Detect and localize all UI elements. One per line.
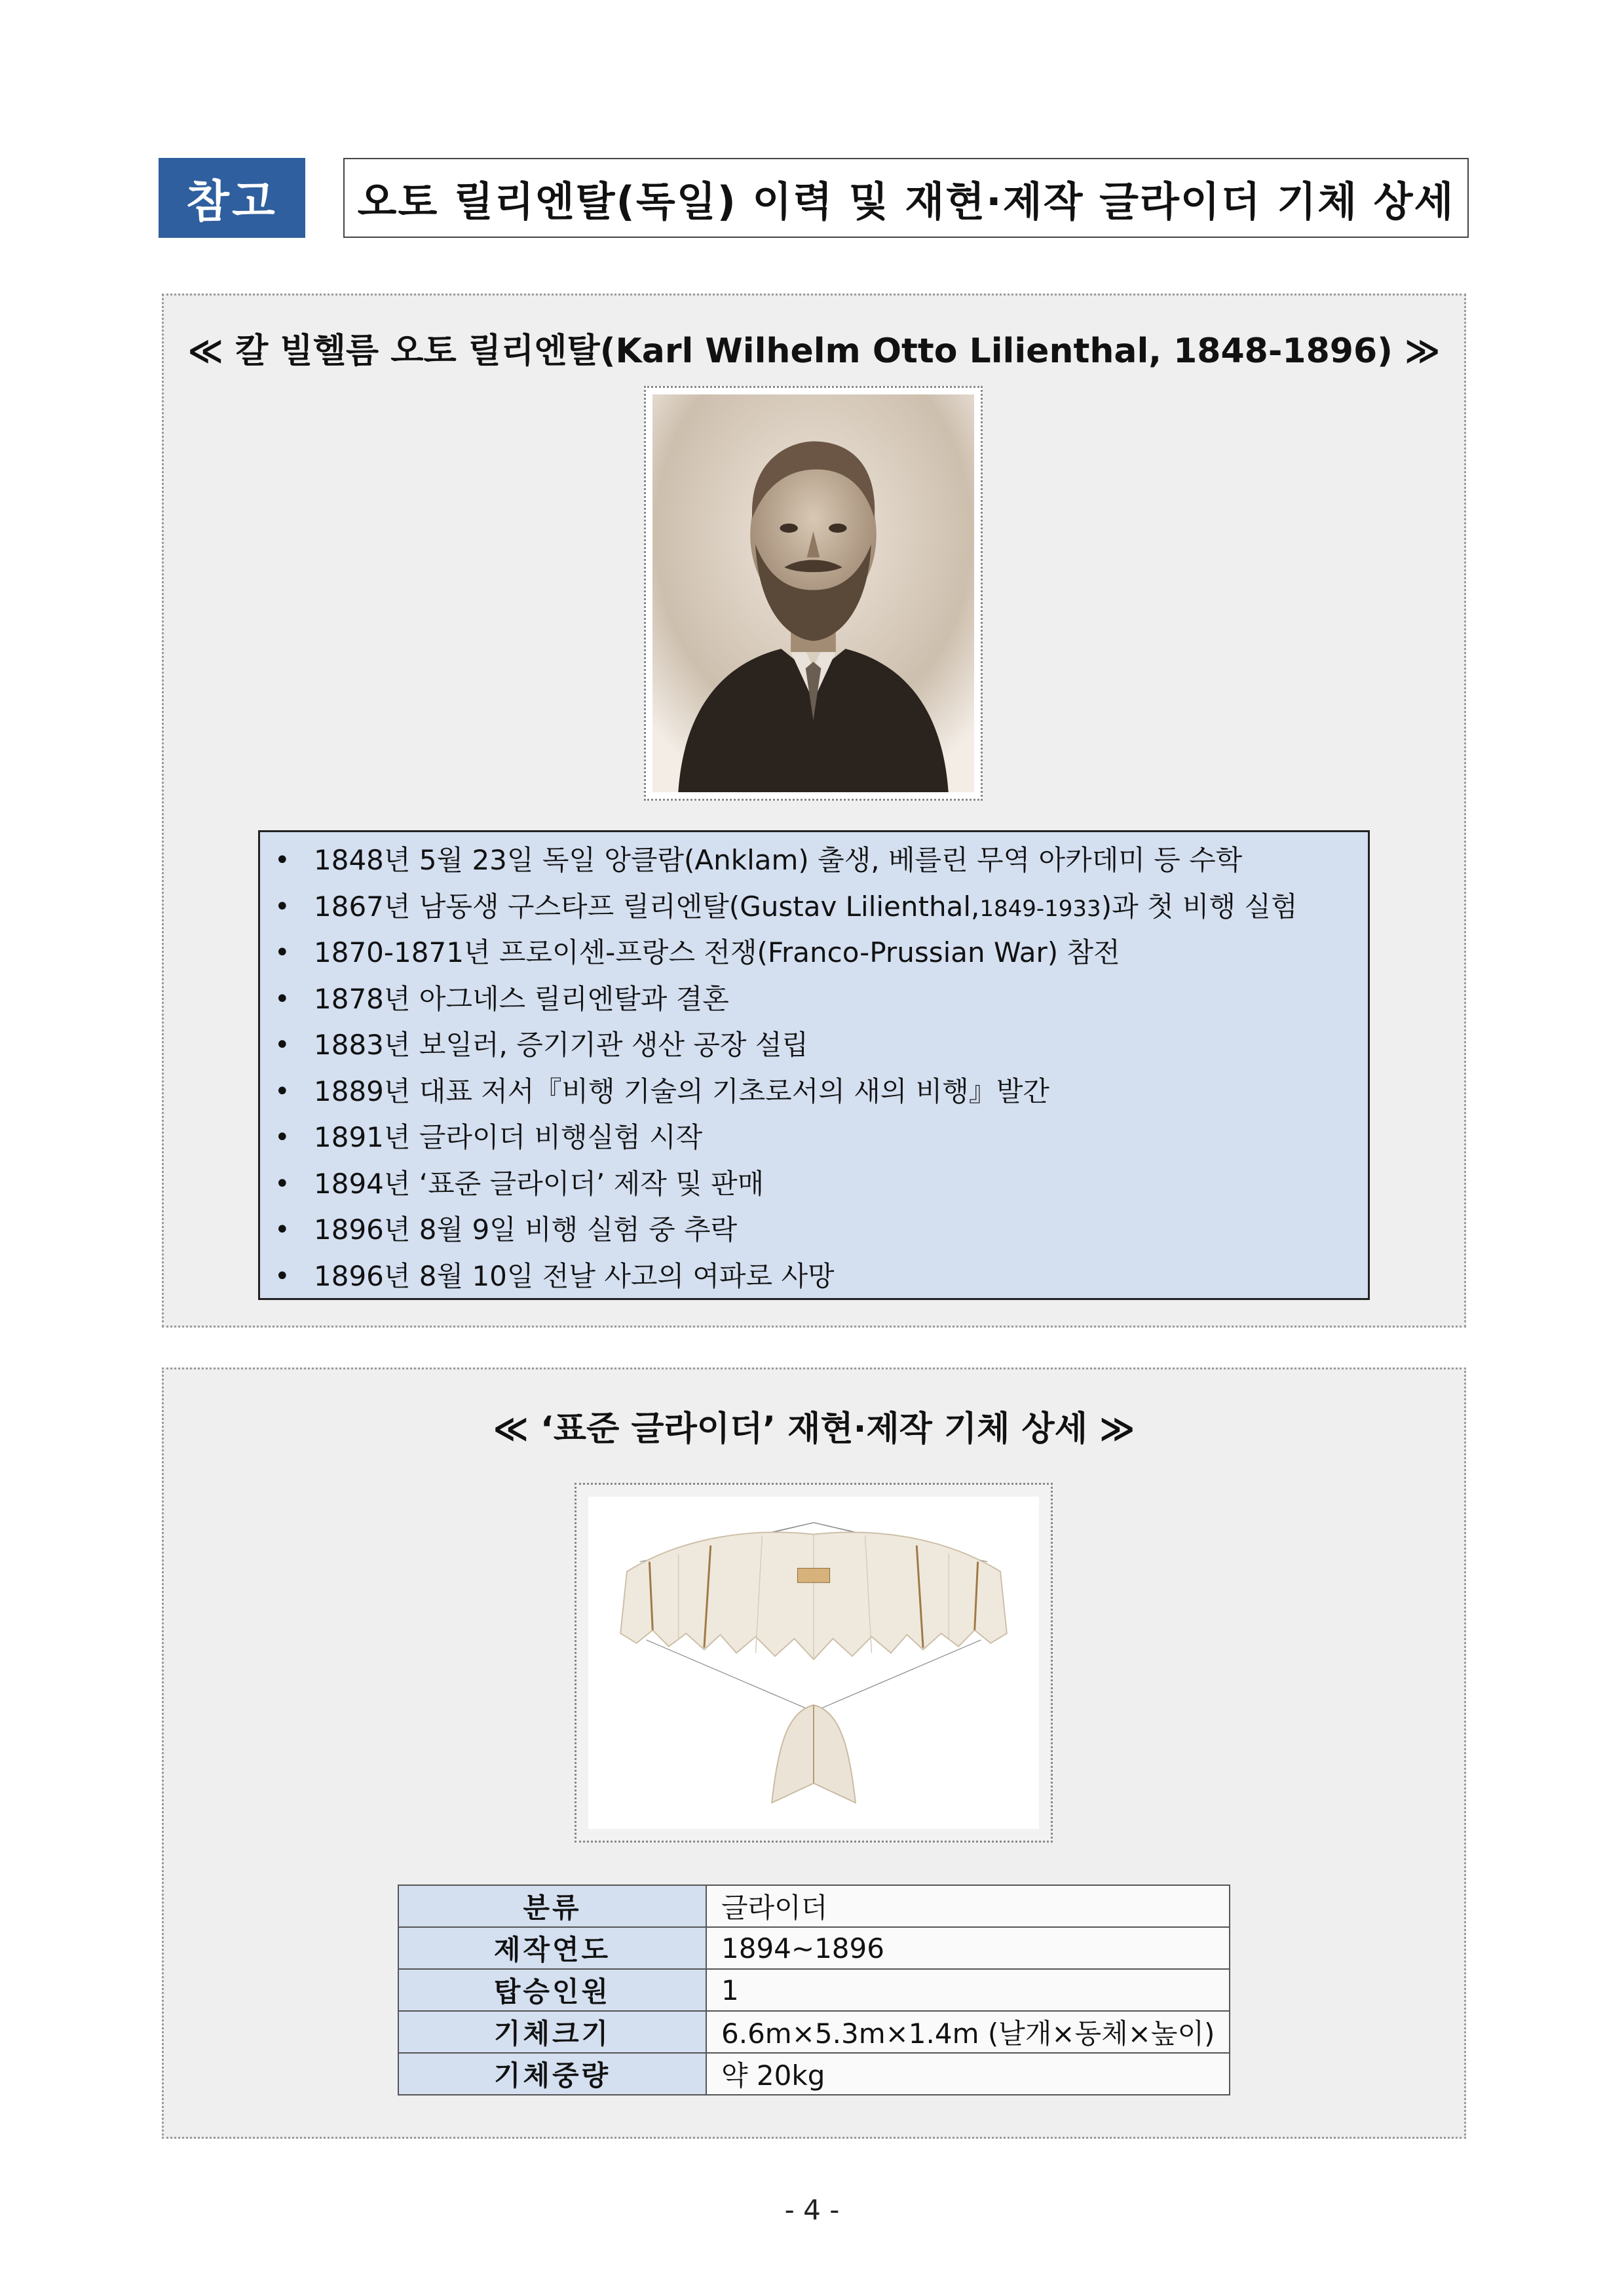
list-item	[260, 1069, 1368, 1115]
list-item	[260, 930, 1368, 976]
portrait-photo	[652, 394, 974, 792]
list-item-text: 1870-1871년 프로이센-프랑스 전쟁(Franco-Prussian War) 참전	[314, 936, 1120, 968]
list-item	[260, 884, 1368, 930]
lilienthal-portrait	[644, 386, 983, 801]
bullet-icon: •	[274, 1122, 290, 1153]
table-row	[398, 1969, 1230, 2011]
bullet-icon: •	[274, 1168, 290, 1199]
spec-value: 약 20kg	[706, 2053, 1230, 2095]
spec-label: 제작연도	[398, 1927, 706, 1969]
list-item-years: 1849-1933	[979, 895, 1101, 922]
bullet-icon: •	[274, 1076, 290, 1107]
reference-label: 참고	[159, 158, 305, 238]
bullet-icon: •	[274, 984, 290, 1014]
spec-label: 기체크기	[398, 2011, 706, 2053]
list-item-text: 1894년 ‘표준 글라이더’ 제작 및 판매	[314, 1167, 765, 1200]
spec-value: 1	[706, 1969, 1230, 2011]
glider-spec-table	[398, 1885, 1230, 2095]
bullet-icon: •	[274, 845, 290, 875]
list-item-text: 1889년 대표 저서『비행 기술의 기초로서의 새의 비행』발간	[314, 1075, 1050, 1107]
table-row	[398, 2011, 1230, 2053]
bullet-icon: •	[274, 938, 290, 968]
list-item-text: 1891년 글라이더 비행실험 시작	[314, 1121, 703, 1153]
list-item-text: 1896년 8월 9일 비행 실험 중 추락	[314, 1214, 738, 1246]
glider-photo	[588, 1497, 1039, 1829]
bullet-icon: •	[274, 1261, 290, 1292]
spec-value: 글라이더	[706, 1885, 1230, 1927]
biography-title: ≪ 칼 빌헬름 오토 릴리엔탈(Karl Wilhelm Otto Lilienthal, 1848-1896) ≫	[187, 332, 1441, 371]
bullet-icon: •	[274, 891, 290, 922]
glider-photo-frame	[575, 1483, 1053, 1843]
bullet-icon: •	[274, 1030, 290, 1060]
list-item	[260, 1253, 1368, 1300]
spec-label: 탑승인원	[398, 1969, 706, 2011]
list-item	[260, 1115, 1368, 1161]
page-number: - 4 -	[784, 2194, 840, 2226]
list-item-text: 1867년 남동생 구스타프 릴리엔탈(Gustav Lilienthal,	[314, 890, 980, 923]
list-item-text: 1848년 5월 23일 독일 앙클람(Anklam) 출생, 베를린 무역 아카데미 등 수학	[314, 844, 1243, 876]
list-item	[260, 837, 1368, 884]
table-row	[398, 2053, 1230, 2095]
list-item-text: 1878년 아그네스 릴리엔탈과 결혼	[314, 982, 729, 1015]
list-item	[260, 1207, 1368, 1253]
bullet-icon: •	[274, 1215, 290, 1245]
page-title: 오토 릴리엔탈(독일) 이력 및 재현·제작 글라이더 기체 상세	[343, 158, 1469, 238]
spec-value: 1894~1896	[706, 1927, 1230, 1969]
list-item	[260, 1161, 1368, 1208]
list-item-text: 1883년 보일러, 증기기관 생산 공장 설립	[314, 1029, 808, 1061]
table-row	[398, 1927, 1230, 1969]
biography-list	[258, 830, 1370, 1300]
table-row	[398, 1885, 1230, 1927]
spec-label: 분류	[398, 1885, 706, 1927]
list-item-text: )과 첫 비행 실험	[1101, 890, 1298, 923]
list-item	[260, 976, 1368, 1023]
glider-title: ≪ ‘표준 글라이더’ 재현·제작 기체 상세 ≫	[493, 1409, 1135, 1449]
spec-label: 기체중량	[398, 2053, 706, 2095]
list-item	[260, 1022, 1368, 1069]
list-item-text: 1896년 8월 10일 전날 사고의 여파로 사망	[314, 1259, 835, 1292]
spec-value: 6.6m×5.3m×1.4m (날개×동체×높이)	[706, 2011, 1230, 2053]
